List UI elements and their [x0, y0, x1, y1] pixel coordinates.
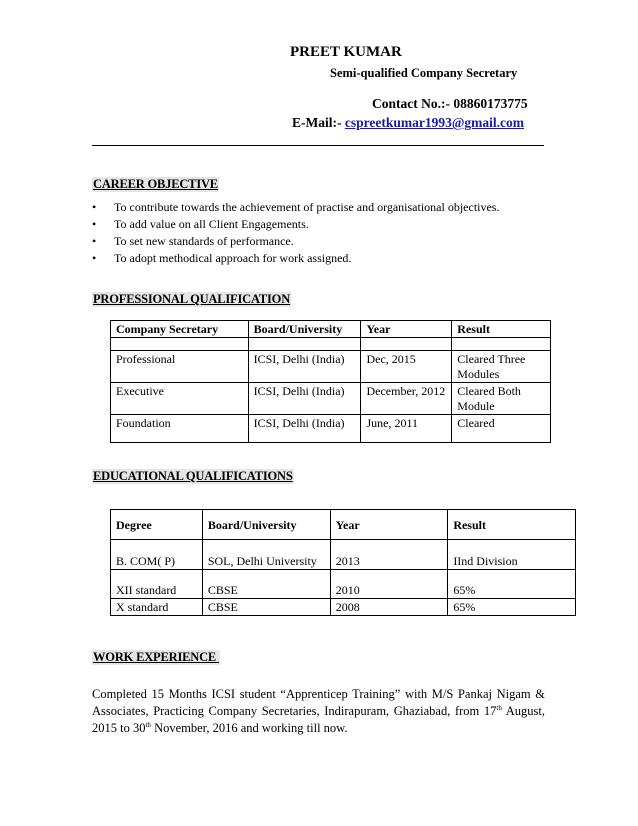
email-line [292, 115, 524, 131]
table-row: Executive ICSI, Delhi (India) December, 2012 Cleared Both Module [111, 383, 551, 415]
contact-number: Contact No.:- 08860173775 [372, 96, 528, 111]
candidate-title: Semi-qualified Company Secretary [330, 66, 518, 80]
career-objective-heading: CAREER OBJECTIVE [93, 177, 218, 191]
list-item: • To adopt methodical approach for work assigned. [92, 251, 352, 265]
table-spacer-row [111, 338, 551, 351]
table-row: X standard CBSE 2008 65% [111, 599, 576, 616]
column-header: Degree [111, 510, 203, 540]
table-row: XII standard CBSE 2010 65% [111, 570, 576, 599]
header-divider [92, 145, 544, 146]
table-header-row [111, 321, 551, 338]
list-item: • To add value on all Client Engagements. [92, 217, 309, 231]
list-item: • To set new standards of performance. [92, 234, 294, 248]
column-header: Result [452, 321, 551, 338]
email-label: E-Mail:- [292, 115, 342, 130]
list-item: • To contribute towards the achievement of practise and organisational objectives. [92, 200, 500, 214]
educational-qualifications-table [110, 509, 576, 616]
table-row: Professional ICSI, Delhi (India) Dec, 2015 Cleared Three Modules [111, 351, 551, 383]
professional-qualification-table [110, 320, 551, 443]
professional-qualification-heading: PROFESSIONAL QUALIFICATION [93, 292, 291, 306]
email-link[interactable]: cspreetkumar1993@gmail.com [344, 115, 525, 130]
career-objective-list [92, 199, 499, 267]
column-header: Result [448, 510, 576, 540]
work-experience-heading: WORK EXPERIENCE [92, 650, 220, 665]
work-experience-text: Completed 15 Months ICSI student “Apprenticep Training” with M/S Pankaj Nigam & Associates, Practicing Company Secretaries, Indirapuram, Ghaziabad, from 17th August, 2015 to 30th November, 2016 and working till now. [92, 687, 545, 735]
bullet-icon: • [92, 251, 97, 265]
bullet-icon: • [92, 217, 97, 231]
bullet-icon: • [92, 200, 97, 214]
table-header-row [111, 510, 576, 540]
table-row: Foundation ICSI, Delhi (India) June, 2011 Cleared [111, 415, 551, 443]
table-row: B. COM( P) SOL, Delhi University 2013 IInd Division [111, 540, 576, 570]
column-header: Board/University [202, 510, 330, 540]
bullet-icon: • [92, 234, 97, 248]
candidate-name: PREET KUMAR [290, 44, 402, 60]
column-header: Board/University [248, 321, 361, 338]
column-header: Year [361, 321, 452, 338]
column-header: Company Secretary [111, 321, 249, 338]
column-header: Year [330, 510, 448, 540]
educational-qualifications-heading: EDUCATIONAL QUALIFICATIONS [93, 469, 293, 483]
